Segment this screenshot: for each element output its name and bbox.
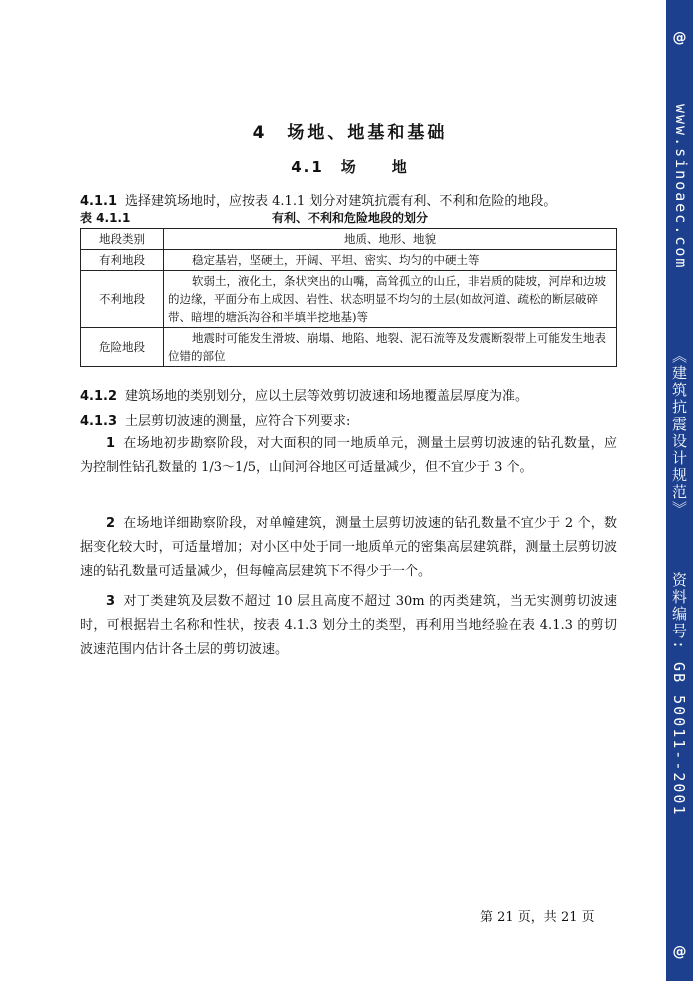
document-name: 《建筑抗震设计规范》 <box>670 348 688 518</box>
item-number: 2 <box>106 516 116 531</box>
item-text: 对丁类建筑及层数不超过 10 层且高度不超过 30m 的丙类建筑，当无实测剪切波速时，可根据岩土名称和性状，按表 4.1.3 划分土的类型，再利用当地经验在表 4.1.3 的剪切波速范围内估计各土层的剪切波速。 <box>80 594 617 657</box>
row-category: 危险地段 <box>81 328 164 367</box>
table-row <box>81 271 617 328</box>
clause-4-1-3 <box>80 410 350 429</box>
item-number: 1 <box>106 436 116 451</box>
clause-number: 4.1.2 <box>80 389 118 404</box>
row-description: 地震时可能发生滑坡、崩塌、地陷、地裂、泥石流等及发震断裂带上可能发生地表位错的部位 <box>164 328 617 367</box>
table-number: 表 4.1.1 <box>80 211 131 225</box>
at-symbol-bottom: @ <box>672 944 687 960</box>
table-row <box>81 250 617 271</box>
chapter-title: 4 场地、地基和基础 <box>252 123 448 143</box>
row-category: 不利地段 <box>81 271 164 328</box>
site-classification-table <box>80 228 617 367</box>
website-url[interactable]: www.sinoaec.com <box>672 104 690 270</box>
item-text: 在场地详细勘察阶段，对单幢建筑，测量土层剪切波速的钻孔数量不宜少于 2 个，数据变化较大时，可适量增加；对小区中处于同一地质单元的密集高层建筑群，测量土层剪切波速的钻孔数量可适量减少，但每幢高层建筑下不得少于一个。 <box>80 516 617 579</box>
page-footer: 第 21 页，共 21 页 <box>480 910 595 925</box>
table-header-row <box>81 229 617 250</box>
clause-number: 4.1.1 <box>80 194 118 209</box>
list-item <box>80 512 617 584</box>
clause-text: 建筑场地的类别划分，应以土层等效剪切波速和场地覆盖层厚度为准。 <box>125 389 529 404</box>
side-banner <box>666 0 693 981</box>
table-row <box>81 328 617 367</box>
clause-text: 选择建筑场地时，应按表 4.1.1 划分对建筑抗震有利、不利和危险的地段。 <box>125 194 557 209</box>
list-item <box>80 590 617 662</box>
header-category: 地段类别 <box>81 229 164 250</box>
clause-4-1-1 <box>80 190 556 209</box>
row-description: 软弱土，液化土，条状突出的山嘴，高耸孤立的山丘，非岩质的陡坡，河岸和边坡的边缘，平面分布上成因、岩性、状态明显不均匀的土层(如故河道、疏松的断层破碎带、暗埋的塘浜沟谷和半填半挖地基)等 <box>164 271 617 328</box>
clause-number: 4.1.3 <box>80 414 118 429</box>
section-title: 4.1 场 地 <box>291 158 409 176</box>
list-item <box>80 432 617 480</box>
clause-4-1-2 <box>80 385 528 404</box>
row-category: 有利地段 <box>81 250 164 271</box>
document-code: 资料编号: GB 50011--2001 <box>670 572 688 817</box>
item-number: 3 <box>106 594 116 609</box>
at-symbol-top: @ <box>672 30 687 46</box>
item-text: 在场地初步勘察阶段，对大面积的同一地质单元，测量土层剪切波速的钻孔数量，应为控制性钻孔数量的 1/3～1/5，山间河谷地区可适量减少，但不宜少于 3 个。 <box>80 436 617 475</box>
row-description: 稳定基岩，坚硬土，开阔、平坦、密实、均匀的中硬土等 <box>164 250 617 271</box>
clause-text: 土层剪切波速的测量，应符合下列要求: <box>125 414 351 429</box>
table-title: 有利、不利和危险地段的划分 <box>271 211 428 225</box>
header-description: 地质、地形、地貌 <box>164 229 617 250</box>
